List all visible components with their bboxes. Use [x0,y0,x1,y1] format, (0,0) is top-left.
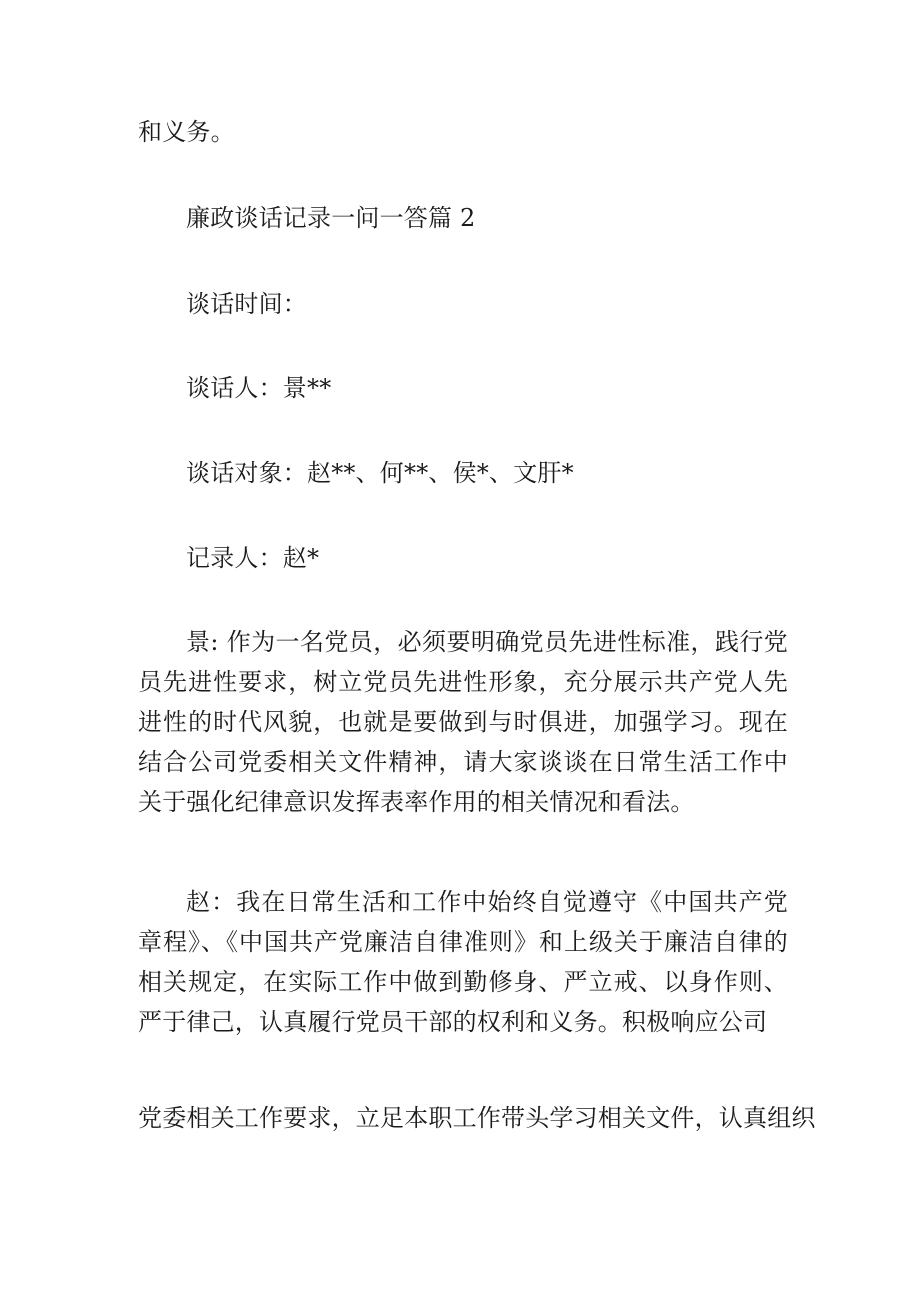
paragraph-zhao: 赵：我在日常生活和工作中始终自觉遵守《中国共产党章程》、《中国共产党廉洁自律准则》和上级关于廉洁自律的相关规定，在实际工作中做到勤修身、严立戒、以身作则、严于律己，认真履行党员干部的权利和义务。积极响应公司 [138,888,788,1036]
meta-speaker: 谈话人：景** [186,374,332,402]
meta-recorder: 记录人：赵* [186,544,320,572]
continuation-text-bottom: 党委相关工作要求，立足本职工作带头学习相关文件，认真组织 [138,1104,816,1132]
paragraph-jing: 景: 作为一名党员，必须要明确党员先进性标准，践行党员先进性要求，树立党员先进性形象，充分展示共产党人先进性的时代风貌，也就是要做到与时俱进，加强学习。现在结合公司党委相关文件精神，请大家谈谈在日常生活工作中关于强化纪律意识发挥表率作用的相关情况和看法。 [138,628,788,816]
meta-subjects: 谈话对象：赵**、何**、侯*、文肝* [186,459,574,487]
meta-time: 谈话时间： [186,290,307,318]
continuation-text-top: 和义务。 [138,118,235,146]
section-title: 廉政谈话记录一问一答篇 2 [186,204,476,232]
